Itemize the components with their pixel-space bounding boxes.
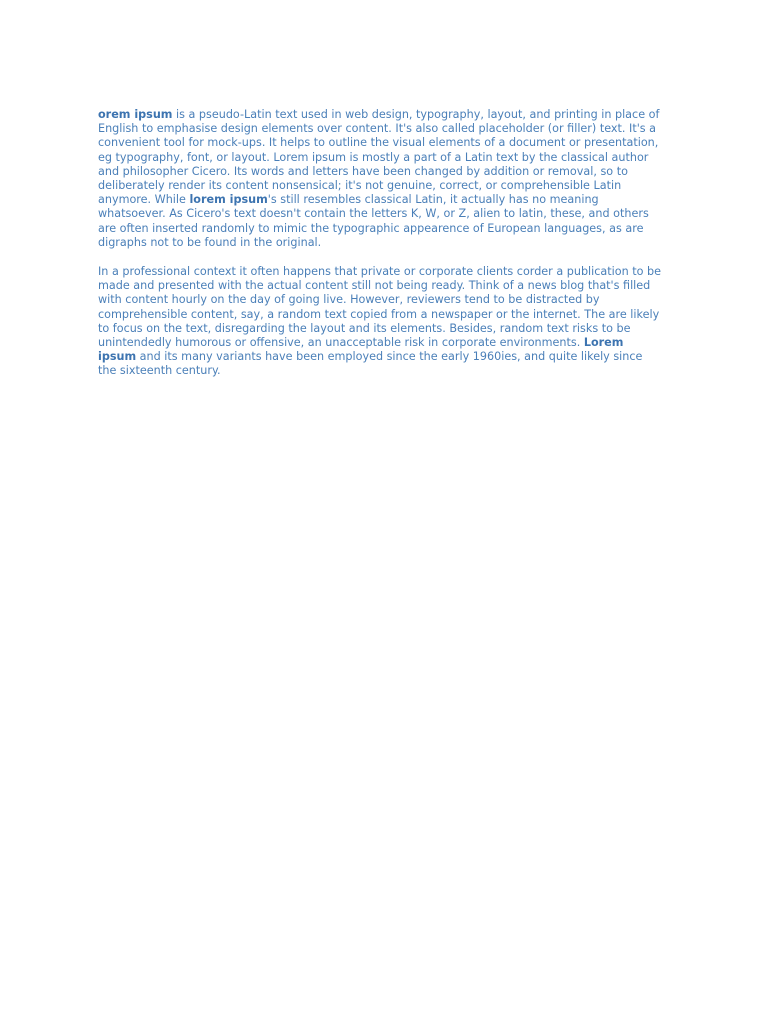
text-run: 's still resembles classical Latin, it actually has no meaning xyxy=(267,193,599,207)
paragraph-1-line-5: and philosopher Cicero. Its words and letters have been changed by addition or removal, so to xyxy=(98,164,628,178)
text-run: unintendedly humorous or offensive, an unacceptable risk in corporate environments. xyxy=(98,336,584,350)
paragraph-1-line-2: English to emphasise design elements over content. It's also called placeholder (or filler) text. It's a xyxy=(98,122,657,136)
paragraph-2-line-7 xyxy=(98,350,673,364)
paragraph-2-line-2: made and presented with the actual content still not being ready. Think of a news blog that's filled xyxy=(98,279,651,293)
paragraph-1-line-4: eg typography, font, or layout. Lorem ipsum is mostly a part of a Latin text by the classical author xyxy=(98,150,649,164)
document-body xyxy=(98,108,673,394)
paragraph-2-line-1: In a professional context it often happens that private or corporate clients corder a publication to be xyxy=(98,265,662,279)
paragraph-2-line-4: comprehensible content, say, a random text copied from a newspaper or the internet. The are likely xyxy=(98,307,660,321)
paragraph-1-line-3: convenient tool for mock-ups. It helps to outline the visual elements of a document or presentation, xyxy=(98,136,659,150)
paragraph-2-line-5: to focus on the text, disregarding the layout and its elements. Besides, random text risks to be xyxy=(98,321,631,335)
paragraph-1-line-10: digraphs not to be found in the original. xyxy=(98,235,322,249)
paragraph-2-line-8: the sixteenth century. xyxy=(98,364,221,378)
paragraph-1-line-1 xyxy=(98,108,673,122)
bold-term: ipsum xyxy=(98,350,137,364)
text-run: and its many variants have been employed since the early 1960ies, and quite likely since xyxy=(136,350,643,364)
bold-term: lorem ipsum xyxy=(189,193,268,207)
paragraph-1-line-7 xyxy=(98,193,673,207)
text-run: anymore. While xyxy=(98,193,190,207)
paragraph-2 xyxy=(98,265,673,379)
text-run: is a pseudo-Latin text used in web design, typography, layout, and printing in place of xyxy=(172,108,660,121)
bold-term: Lorem xyxy=(583,336,624,350)
paragraph-2-line-3: with content hourly on the day of going live. However, reviewers tend to be distracted by xyxy=(98,293,600,307)
paragraph-1 xyxy=(98,108,673,250)
paragraph-1-line-8: whatsoever. As Cicero's text doesn't contain the letters K, W, or Z, alien to latin, these, and others xyxy=(98,207,649,221)
paragraph-2-line-6 xyxy=(98,336,673,350)
bold-term: orem ipsum xyxy=(98,108,173,121)
paragraph-1-line-6: deliberately render its content nonsensical; it's not genuine, correct, or comprehensible Latin xyxy=(98,179,622,193)
paragraph-1-line-9: are often inserted randomly to mimic the typographic appearence of European languages, as are xyxy=(98,221,644,235)
